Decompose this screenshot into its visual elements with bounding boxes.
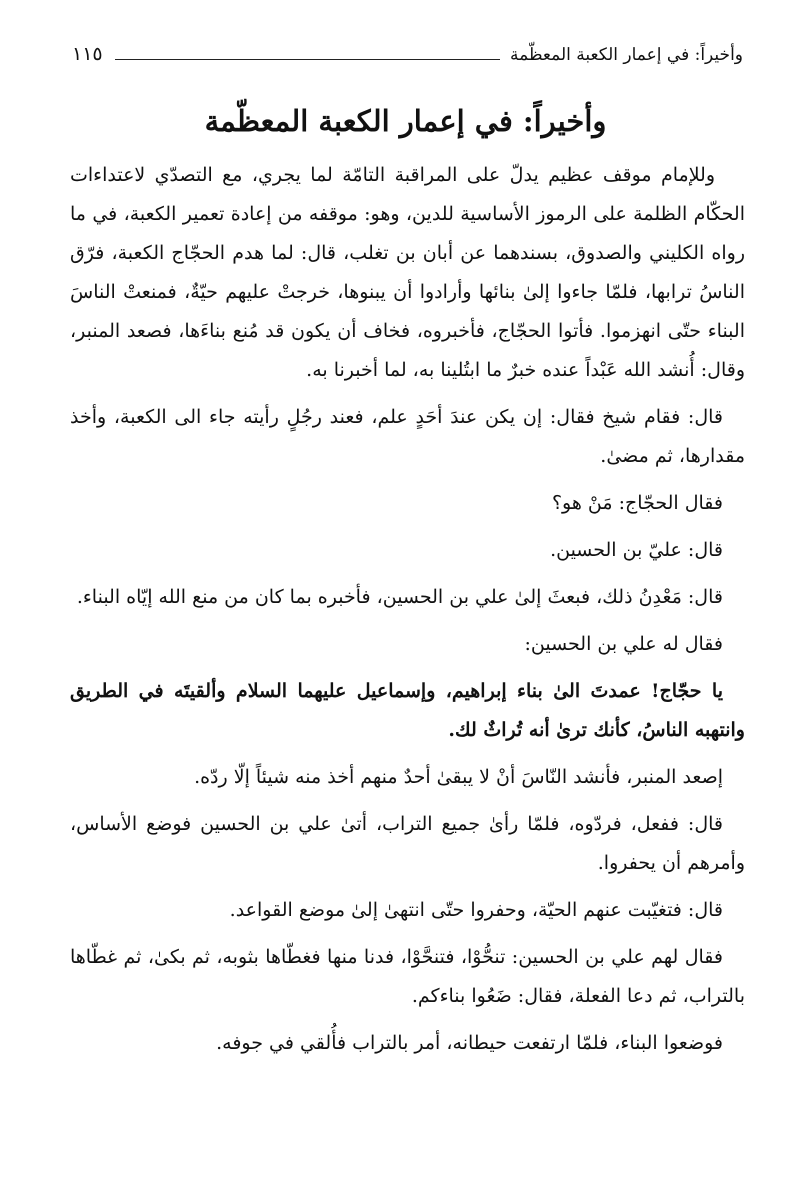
- paragraph: فقال الحجّاج: مَنْ هو؟: [551, 492, 723, 514]
- paragraph: قال: ففعل، فردّوه، فلمّا رأىٰ جميع التراب، أتىٰ علي بن الحسين فوضع الأساس، وأمرهم أن يحفروا.: [70, 813, 745, 874]
- page-number: ١١٥: [72, 43, 103, 65]
- running-header-title: وأخيراً: في إعمار الكعبة المعظّمة: [510, 45, 743, 65]
- paragraph: فقال لهم علي بن الحسين: تنحُّوْا، فتنحَّوْا، فدنا منها فغطّاها بثوبه، ثم بكىٰ، ثم غطّاها بالتراب، ثم دعا الفعلة، فقال: ضَعُوا بناءكم.: [70, 946, 745, 1007]
- paragraph: وللإمام موقف عظيم يدلّ على المراقبة التامّة لما يجري، مع التصدّي لاعتداءات الحكّام الظلمة على الرموز الأساسية للدين، وهو: موقفه من إعادة تعمير الكعبة، في ما رواه الكليني والصدوق، بسندهما عن أبان بن تغلب، قال: لما هدم الحجّاج الكعبة، فرّق الناسُ ترابها، فلمّا جاءوا إلىٰ بنائها وأرادوا أن يبنوها، خرجتْ عليهم حيّةٌ، فمنعتْ الناسَ البناء حتّى انهزموا. فأتوا الحجّاج، فأخبروه، فخاف أن يكون قد مُنع بناءَها، فصعد المنبر، وقال: أُنشد الله عَبْداً عنده خبرٌ ما ابتُلينا به، لما أخبرنا به.: [70, 164, 745, 381]
- paragraph: قال: عليّ بن الحسين.: [550, 539, 723, 561]
- body-text: [70, 156, 745, 1071]
- quoted-paragraph: يا حجّاج! عمدتَ الىٰ بناء إبراهيم، وإسماعيل عليهما السلام وألقيتَه في الطريق وانتهبه الناسُ، كأنك ترىٰ أنه تُراثٌ لك.: [70, 680, 745, 741]
- running-header: [72, 30, 743, 64]
- paragraph: فقال له علي بن الحسين:: [524, 633, 723, 655]
- header-divider: [115, 59, 500, 60]
- paragraph: قال: فتغيّبت عنهم الحيّة، وحفروا حتّى انتهىٰ إلىٰ موضع القواعد.: [229, 899, 723, 921]
- paragraph: فوضعوا البناء، فلمّا ارتفعت حيطانه، أمر بالتراب فأُلقي في جوفه.: [216, 1032, 723, 1054]
- paragraph: قال: فقام شيخ فقال: إن يكن عندَ أحَدٍ علم، فعند رجُلٍ رأيته جاء الى الكعبة، وأخذ مقدارها، ثم مضىٰ.: [70, 406, 745, 467]
- chapter-title: وأخيراً: في إعمار الكعبة المعظّمة: [204, 104, 607, 138]
- paragraph: قال: مَعْدِنُ ذلك، فبعثَ إلىٰ علي بن الحسين، فأخبره بما كان من منع الله إيّاه البناء.: [76, 586, 723, 608]
- paragraph: إصعد المنبر، فأنشد النّاسَ أنْ لا يبقىٰ أحدٌ منهم أخذ منه شيئاً إلّا ردّه.: [194, 766, 723, 788]
